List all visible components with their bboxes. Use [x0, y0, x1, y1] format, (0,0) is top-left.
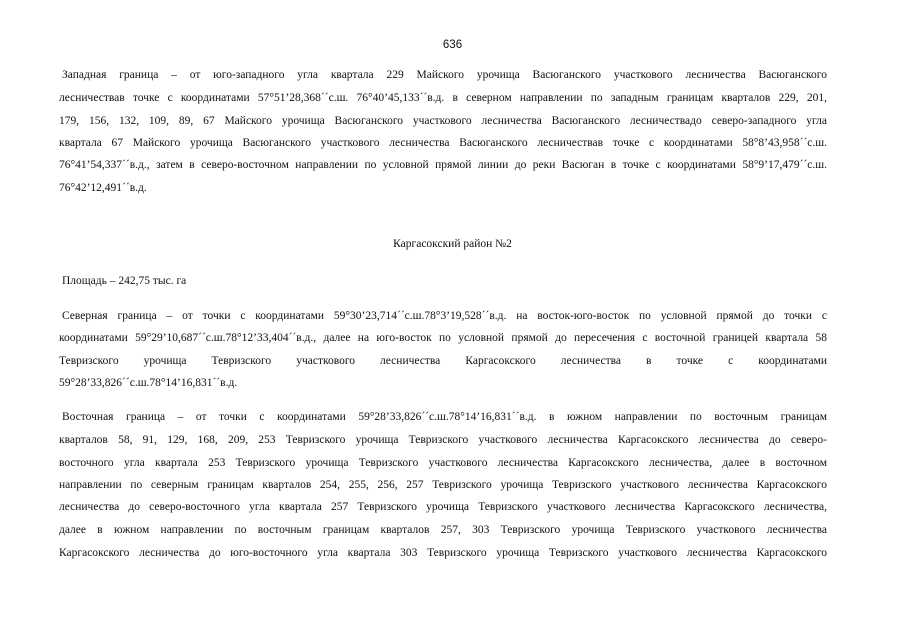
paragraph-line: координатами 59°29’10,687´´с.ш.78°12’33,404´´в.д., далее на юго-восток по условной прямой до пересечения с восточной границей квартала 58	[59, 332, 827, 344]
paragraph-line: 59°28’33,826´´с.ш.78°14’16,831´´в.д.	[59, 377, 238, 389]
paragraph-line: Тевризского урочища Тевризского участкового лесничества Каргасокского лесничества в точке с координатами	[59, 355, 827, 367]
paragraph-line: кварталов 58, 91, 129, 168, 209, 253 Тевризского урочища Тевризского участкового лесничества Каргасокского лесничества до северо-	[59, 434, 827, 446]
paragraph-line: Каргасокского лесничества до юго-восточного угла квартала 303 Тевризского урочища Тевризского участкового лесничества Каргасокского	[59, 547, 827, 559]
paragraph-line: восточного угла квартала 253 Тевризского урочища Тевризского участкового лесничества Каргасокского лесничества, далее в восточном	[59, 457, 827, 469]
paragraph-line: 76°41’54,337´´в.д., затем в северо-восточном направлении по условной прямой линии до реки Васюган в точке с координатами 58°9’17,479´´с.ш.	[59, 159, 827, 171]
paragraph-line: Северная граница – от точки с координатами 59°30’23,714´´с.ш.78°3’19,528´´в.д. на восток-юго-восток по условной прямой до точки с	[62, 310, 827, 322]
page-number: 636	[442, 39, 463, 51]
paragraph-line: лесничества до северо-восточного угла квартала 257 Тевризского урочища Тевризского участкового лесничества Каргасокского лесничества,	[59, 501, 827, 513]
paragraph-line: далее в южном направлении по восточным границам кварталов 257, 303 Тевризского урочища Тевризского участкового лесничества	[59, 524, 827, 536]
paragraph-line: Западная граница – от юго-западного угла квартала 229 Майского урочища Васюганского участкового лесничества Васюганского	[62, 69, 827, 81]
paragraph-line: 179, 156, 132, 109, 89, 67 Майского урочища Васюганского участкового лесничества Васюганского лесничествадо северо-западного угла	[59, 115, 827, 127]
paragraph-line: лесничествав точке с координатами 57°51’28,368´´с.ш. 76°40’45,133´´в.д. в северном направлении по западным границам кварталов 229, 201,	[59, 92, 827, 104]
paragraph-line: Восточная граница – от точки с координатами 59°28’33,826´´с.ш.78°14’16,831´´в.д. в южном направлении по восточным границам	[62, 411, 827, 423]
paragraph-line: направлении по северным границам кварталов 254, 255, 256, 257 Тевризского урочища Тевризского участкового лесничества Каргасокского	[59, 479, 827, 491]
paragraph-line: квартала 67 Майского урочища Васюганского участкового лесничества Васюганского лесничествав точке с координатами 58°8’43,958´´с.ш.	[59, 137, 827, 149]
section-heading: Каргасокский район №2	[393, 238, 512, 250]
paragraph-line: 76°42’12,491´´в.д.	[59, 182, 147, 194]
area-line: Площадь – 242,75 тыс. га	[62, 275, 187, 287]
